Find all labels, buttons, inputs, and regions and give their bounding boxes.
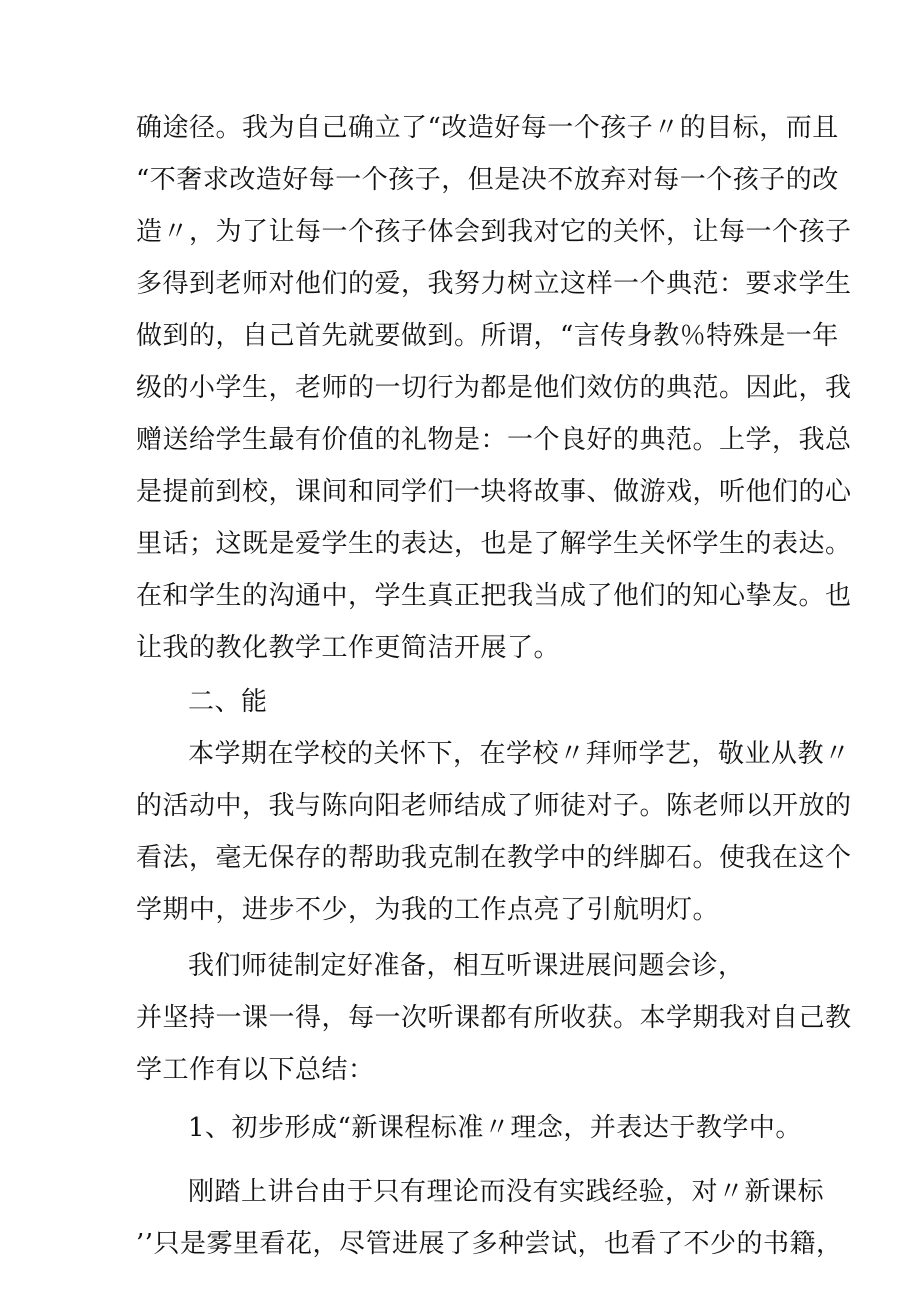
body-text-line: 做到的，自己首先就要做到。所谓，“言传身教％特殊是一年: [136, 321, 839, 351]
body-text-line: 造〃，为了让每一个孩子体会到我对它的关怀，让每一个孩子: [136, 217, 852, 247]
body-text-line: 赠送给学生最有价值的礼物是：一个良好的典范。上学，我总: [136, 425, 852, 455]
body-text-line: 本学期在学校的关怀下，在学校〃拜师学艺，敬业从教〃: [188, 739, 851, 769]
body-text-line: 在和学生的沟通中，学生真正把我当成了他们的知心挚友。也: [136, 581, 852, 611]
numbered-point: 1、初步形成“新课程标准〃理念，并表达于教学中。: [188, 1113, 802, 1143]
section-heading: 二、能: [188, 687, 268, 717]
body-text-line: 里话；这既是爱学生的表达，也是了解学生关怀学生的表达。: [136, 529, 852, 559]
body-text-line: 级的小学生，老师的一切行为都是他们效仿的典范。因此，我: [136, 373, 852, 403]
body-text-line: ’’只是雾里看花，尽管进展了多种尝试，也看了不少的书籍，: [136, 1229, 843, 1259]
body-text-line: “不奢求改造好每一个孩子，但是决不放弃对每一个孩子的改: [136, 165, 839, 195]
body-text-line: 的活动中，我与陈向阳老师结成了师徒对子。陈老师以开放的: [136, 791, 852, 821]
body-text-line: 并坚持一课一得，每一次听课都有所收获。本学期我对自己教: [136, 1003, 852, 1033]
body-text-line: 看法，毫无保存的帮助我克制在教学中的绊脚石。使我在这个: [136, 843, 852, 873]
body-text-line: 刚踏上讲台由于只有理论而没有实践经验，对〃新课标: [188, 1177, 825, 1207]
body-text-line: 确途径。我为自己确立了“改造好每一个孩子〃的目标，而且: [136, 113, 839, 143]
body-text-line: 我们师徒制定好准备，相互听课进展问题会诊，: [188, 951, 745, 981]
body-text-line: 学工作有以下总结：: [136, 1055, 375, 1085]
body-text-line: 多得到老师对他们的爱，我努力树立这样一个典范：要求学生: [136, 269, 852, 299]
body-text-line: 学期中，进步不少，为我的工作点亮了引航明灯。: [136, 895, 720, 925]
body-text-line: 让我的教化教学工作更简洁开展了。: [136, 633, 561, 663]
body-text-line: 是提前到校，课间和同学们一块将故事、做游戏，听他们的心: [136, 477, 852, 507]
